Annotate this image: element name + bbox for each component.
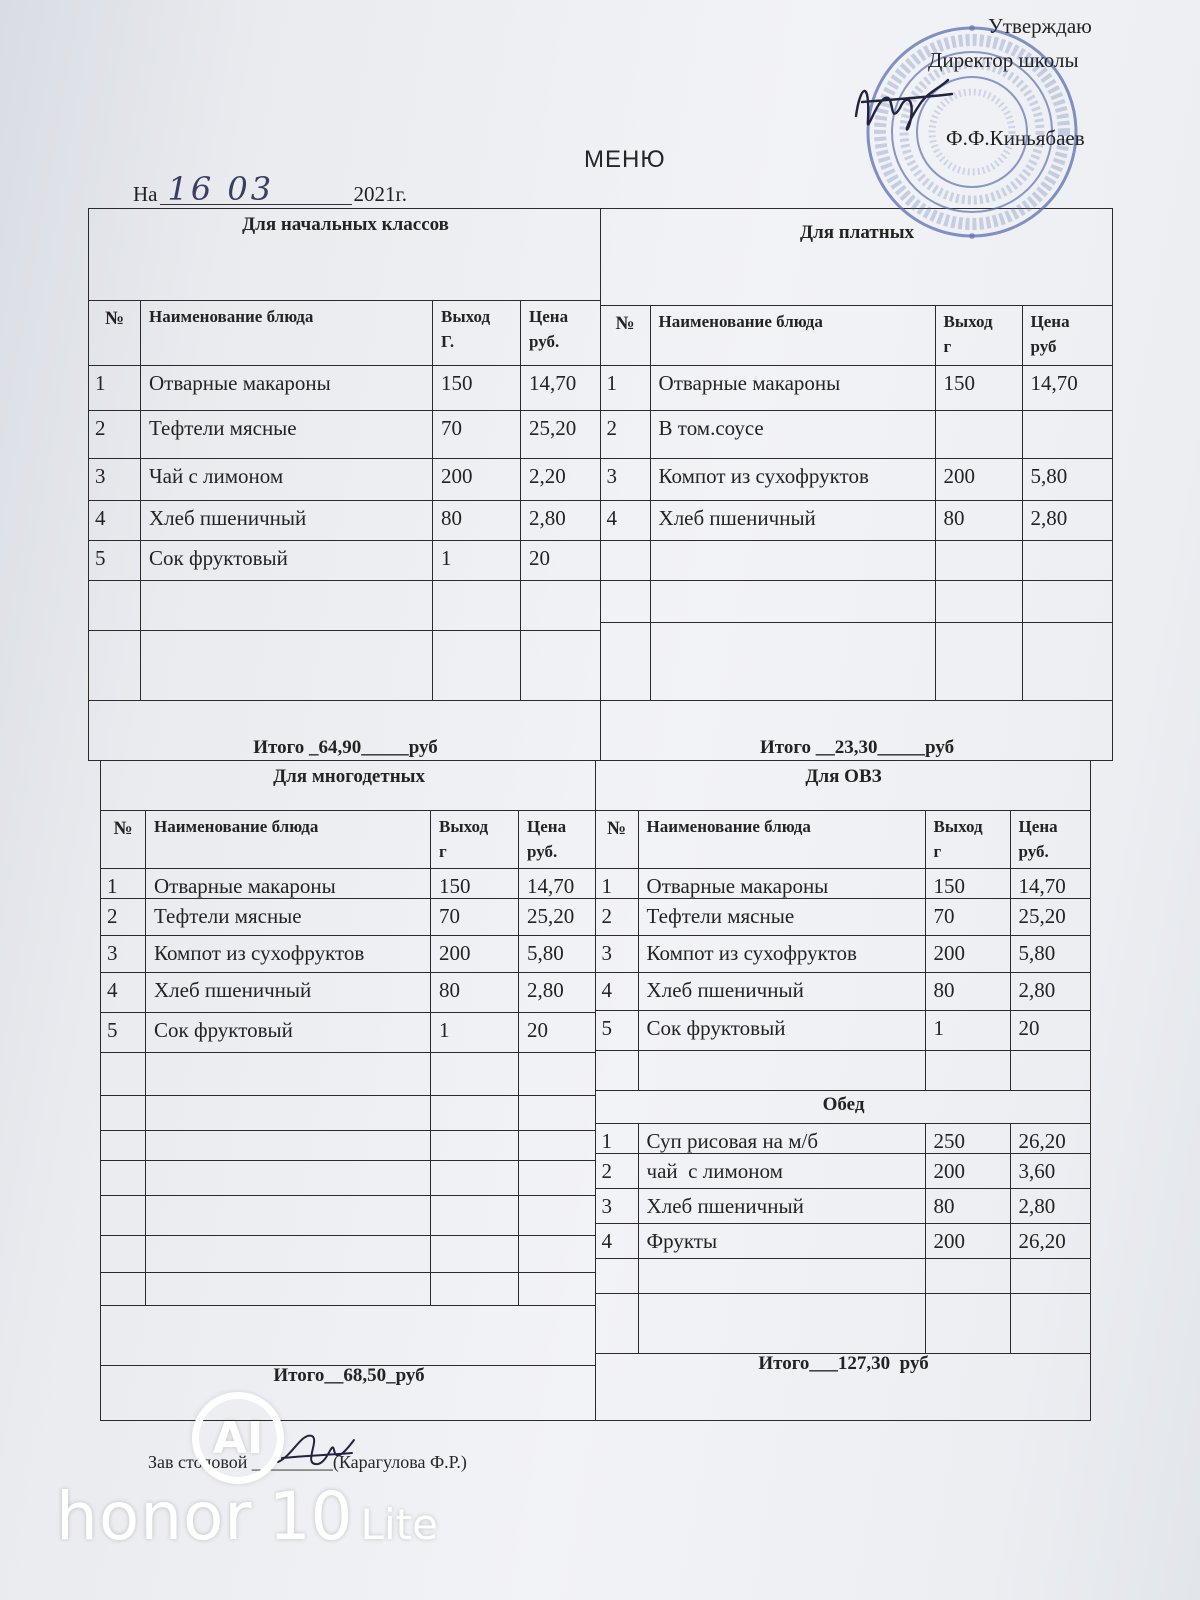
cell-dish-name: Хлеб пшеничный: [141, 501, 433, 541]
table-row: [595, 1154, 1090, 1189]
empty-row: [89, 581, 601, 631]
cell-price: 14,70: [519, 869, 596, 899]
cell-price: 2,80: [521, 501, 601, 541]
empty-row: [600, 623, 1112, 701]
cell-yield: 150: [925, 869, 1010, 899]
table-row: [600, 501, 1112, 541]
cell-num: 1: [600, 366, 650, 411]
approval-position: Директор школы: [928, 48, 1079, 72]
cell-yield: 80: [431, 973, 519, 1013]
total-paid: Итого __23,30_____руб: [600, 701, 1112, 761]
approval-heading: Утверждаю: [988, 14, 1092, 38]
cell-price: 3,60: [1010, 1154, 1090, 1189]
header-price-label: Цена: [529, 307, 569, 326]
header-yield: [431, 811, 519, 869]
cell-num: 4: [89, 501, 141, 541]
empty-row: [600, 581, 1112, 623]
header-yield: [433, 301, 521, 366]
table-title: Для платных: [600, 209, 1112, 306]
cell-dish-name: Хлеб пшеничный: [146, 973, 431, 1013]
table-row: [101, 869, 596, 899]
cell-dish-name: Компот из сухофруктов: [146, 936, 431, 973]
header-num: №: [101, 811, 146, 869]
header-price: [1010, 811, 1090, 869]
ai-logo-text: AI: [212, 1412, 264, 1464]
header-price: [521, 301, 601, 366]
cell-dish-name: Отварные макароны: [146, 869, 431, 899]
menu-section-top: [88, 208, 1113, 761]
page-title: МЕНЮ: [584, 146, 666, 173]
cell-yield: 80: [935, 501, 1022, 541]
header-dish-name: Наименование блюда: [141, 301, 433, 366]
cell-yield: 150: [431, 869, 519, 899]
cell-price: 26,20: [1010, 1224, 1090, 1259]
cell-num: 2: [595, 1154, 638, 1189]
cell-price: 5,80: [519, 936, 596, 973]
cell-num: 1: [89, 366, 141, 411]
primary-classes-table: [88, 208, 601, 761]
cell-dish-name: Тефтели мясные: [141, 411, 433, 459]
ovz-table: [595, 760, 1091, 1421]
table-row: [101, 1013, 596, 1053]
cell-dish-name: Хлеб пшеничный: [638, 1189, 925, 1224]
header-price: [519, 811, 596, 869]
cell-dish-name: Фрукты: [638, 1224, 925, 1259]
header-yield-unit: г: [933, 841, 942, 861]
cell-dish-name: Отварные макароны: [638, 869, 925, 899]
cell-dish-name: Суп рисовая на м/б: [638, 1124, 925, 1154]
table-row: [600, 411, 1112, 459]
cell-yield: 80: [925, 973, 1010, 1011]
cell-yield: [935, 411, 1022, 459]
table-row: [595, 869, 1090, 899]
header-dish-name: Наименование блюда: [146, 811, 431, 869]
header-yield-label: Выход: [943, 312, 993, 331]
table-row: [595, 936, 1090, 973]
cell-price: [1022, 411, 1112, 459]
table-title: Для многодетных: [101, 761, 596, 811]
header-price-unit: руб.: [1018, 841, 1049, 861]
cell-dish-name: Хлеб пшеничный: [638, 973, 925, 1011]
cell-yield: 200: [925, 936, 1010, 973]
empty-row: [101, 1161, 596, 1196]
cell-price: 2,80: [1010, 973, 1090, 1011]
cell-num: 4: [101, 973, 146, 1013]
cell-yield: 1: [433, 541, 521, 581]
approval-name: Ф.Ф.Киньябаев: [946, 126, 1085, 150]
cell-num: 2: [89, 411, 141, 459]
cell-yield: 70: [431, 899, 519, 936]
empty-row: [101, 1236, 596, 1273]
cell-price: 26,20: [1010, 1124, 1090, 1154]
header-num: №: [89, 301, 141, 366]
menu-section-bottom: [100, 760, 1091, 1421]
table-row: [101, 973, 596, 1013]
cell-price: 25,20: [521, 411, 601, 459]
header-row: [600, 306, 1112, 366]
cell-dish-name: Сок фруктовый: [141, 541, 433, 581]
cell-price: 25,20: [1010, 899, 1090, 936]
header-yield-label: Выход: [441, 307, 491, 326]
cell-price: 14,70: [521, 366, 601, 411]
cell-price: 14,70: [1010, 869, 1090, 899]
cell-num: 3: [595, 1189, 638, 1224]
cell-yield: 200: [935, 459, 1022, 501]
table-row: [600, 459, 1112, 501]
header-price: [1022, 306, 1112, 366]
table-row: [595, 1124, 1090, 1154]
cell-dish-name: Компот из сухофруктов: [650, 459, 935, 501]
header-num: №: [600, 306, 650, 366]
cell-num: 4: [595, 1224, 638, 1259]
header-yield-unit: Г.: [441, 331, 455, 351]
cell-price: 20: [521, 541, 601, 581]
cell-dish-name: Отварные макароны: [141, 366, 433, 411]
camera-watermark: [56, 1478, 438, 1555]
table-title: Для ОВЗ: [595, 761, 1090, 811]
cell-yield: 200: [925, 1154, 1010, 1189]
header-num: №: [595, 811, 638, 869]
table-row: [89, 459, 601, 501]
cell-dish-name: Тефтели мясные: [638, 899, 925, 936]
table-row: [89, 541, 601, 581]
empty-row: [101, 1053, 596, 1096]
cell-num: 3: [101, 936, 146, 973]
large-families-table: [100, 760, 596, 1421]
table-row: [101, 899, 596, 936]
table-row: [101, 936, 596, 973]
cafeteria-head-signature-icon: [272, 1426, 362, 1476]
header-yield: [925, 811, 1010, 869]
table-row: [89, 501, 601, 541]
header-yield-label: Выход: [439, 817, 489, 836]
cell-dish-name: Компот из сухофруктов: [638, 936, 925, 973]
cell-price: 5,80: [1010, 936, 1090, 973]
table-row: [89, 411, 601, 459]
empty-row: [600, 541, 1112, 581]
header-yield-unit: г: [943, 336, 952, 356]
cell-price: 5,80: [1022, 459, 1112, 501]
cell-num: 4: [600, 501, 650, 541]
header-dish-name: Наименование блюда: [638, 811, 925, 869]
cell-dish-name: Хлеб пшеничный: [650, 501, 935, 541]
table-title: Для начальных классов: [89, 209, 601, 301]
date-blank: [160, 168, 352, 208]
cell-yield: 200: [925, 1224, 1010, 1259]
header-row: [101, 811, 596, 869]
handwritten-date: 16 03: [167, 170, 275, 208]
header-price-unit: руб: [1030, 336, 1057, 356]
empty-row: [101, 1196, 596, 1236]
table-row: [595, 973, 1090, 1011]
date-prefix: На: [133, 182, 158, 206]
cell-yield: 250: [925, 1124, 1010, 1154]
header-yield-label: Выход: [933, 817, 983, 836]
header-row: [595, 811, 1090, 869]
cell-yield: 200: [433, 459, 521, 501]
cell-price: 2,80: [519, 973, 596, 1013]
header-price-unit: руб.: [527, 841, 558, 861]
cell-dish-name: чай с лимоном: [638, 1154, 925, 1189]
watermark-model: 10: [268, 1478, 353, 1555]
cell-num: 1: [595, 869, 638, 899]
cell-num: 2: [600, 411, 650, 459]
table-row: [595, 1189, 1090, 1224]
cell-yield: 70: [433, 411, 521, 459]
cafeteria-head-line: Зав столовой _________(Карагулова Ф.Р.): [148, 1452, 467, 1472]
director-signature-icon: [848, 72, 958, 152]
ai-logo-icon: [192, 1392, 284, 1484]
cell-yield: 80: [433, 501, 521, 541]
cell-yield: 150: [433, 366, 521, 411]
cell-price: 2,20: [521, 459, 601, 501]
cell-num: 2: [101, 899, 146, 936]
cell-price: 2,80: [1010, 1189, 1090, 1224]
cell-num: 3: [595, 936, 638, 973]
watermark-brand: honor: [56, 1478, 253, 1555]
cell-num: 4: [595, 973, 638, 1011]
date-line: [133, 168, 407, 209]
cell-num: 3: [600, 459, 650, 501]
table-row: [600, 366, 1112, 411]
table-row: [595, 899, 1090, 936]
cell-num: 3: [89, 459, 141, 501]
cell-yield: 150: [935, 366, 1022, 411]
cell-num: 1: [595, 1124, 638, 1154]
cell-price: 20: [1010, 1011, 1090, 1051]
date-year: 2021г.: [353, 182, 407, 206]
total-large-families: Итого__68,50_руб: [101, 1366, 596, 1421]
cell-num: 1: [101, 869, 146, 899]
cell-price: 25,20: [519, 899, 596, 936]
cell-dish-name: Сок фруктовый: [146, 1013, 431, 1053]
empty-row: [89, 631, 601, 701]
lunch-subheading: Обед: [595, 1091, 1090, 1124]
cell-yield: 70: [925, 899, 1010, 936]
cell-num: 5: [101, 1013, 146, 1053]
header-yield-unit: г: [439, 841, 447, 861]
cell-yield: 200: [431, 936, 519, 973]
cell-price: 20: [519, 1013, 596, 1053]
empty-row: [595, 1051, 1090, 1091]
header-yield: [935, 306, 1022, 366]
empty-row: [101, 1096, 596, 1131]
cell-price: 2,80: [1022, 501, 1112, 541]
table-row: [595, 1224, 1090, 1259]
cell-yield: 1: [925, 1011, 1010, 1051]
table-row: [89, 366, 601, 411]
empty-row: [101, 1306, 596, 1366]
header-price-label: Цена: [1018, 817, 1058, 836]
empty-row: [101, 1131, 596, 1161]
paid-table: [600, 208, 1113, 761]
cell-dish-name: Сок фруктовый: [638, 1011, 925, 1051]
header-price-label: Цена: [1030, 312, 1070, 331]
table-row: [595, 1011, 1090, 1051]
total-ovz: Итого___127,30 руб: [595, 1354, 1090, 1421]
cell-price: 14,70: [1022, 366, 1112, 411]
cell-dish-name: В том.соусе: [650, 411, 935, 459]
cell-num: 2: [595, 899, 638, 936]
cell-yield: 1: [431, 1013, 519, 1053]
cell-dish-name: Чай с лимоном: [141, 459, 433, 501]
watermark-edition: Lite: [360, 1500, 438, 1549]
cell-num: 5: [595, 1011, 638, 1051]
cell-dish-name: Отварные макароны: [650, 366, 935, 411]
header-price-label: Цена: [527, 817, 567, 836]
cell-dish-name: Тефтели мясные: [146, 899, 431, 936]
cell-num: 5: [89, 541, 141, 581]
total-primary: Итого _64,90_____руб: [89, 701, 601, 761]
header-dish-name: Наименование блюда: [650, 306, 935, 366]
empty-row: [595, 1294, 1090, 1354]
empty-row: [595, 1259, 1090, 1294]
header-row: [89, 301, 601, 366]
cell-yield: 80: [925, 1189, 1010, 1224]
header-price-unit: руб.: [529, 331, 560, 351]
empty-row: [101, 1273, 596, 1306]
